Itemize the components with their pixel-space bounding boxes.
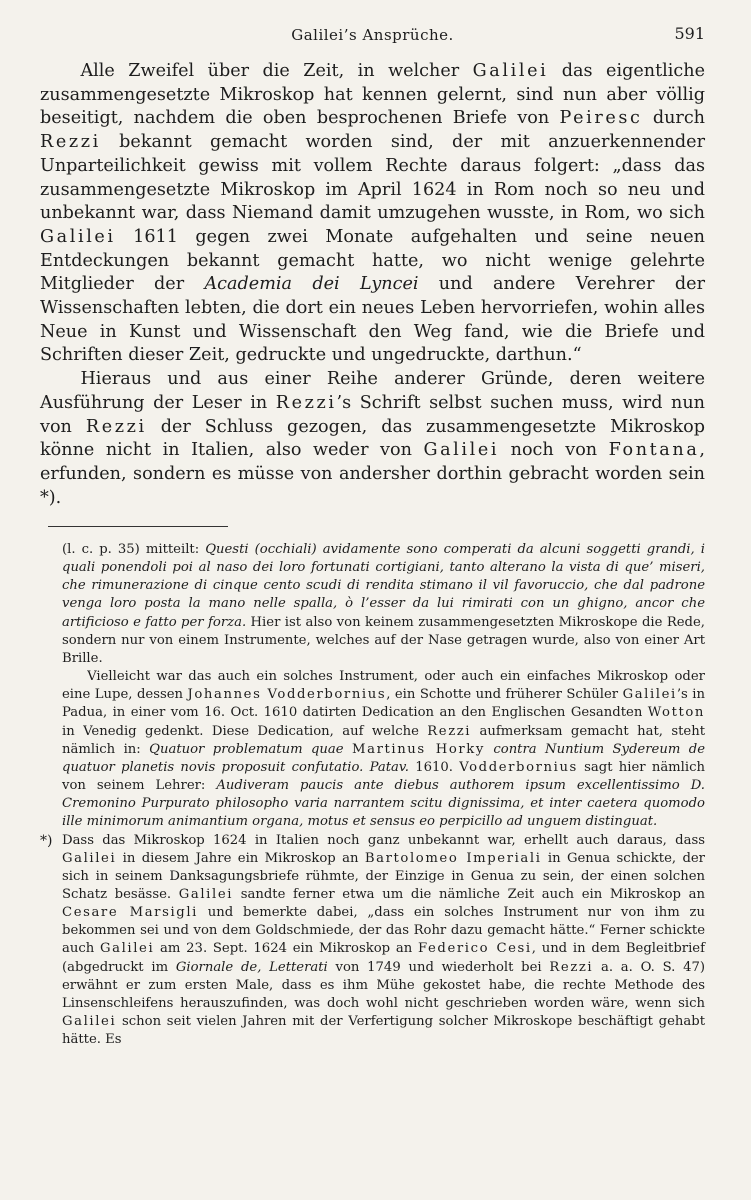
- person-name: Galilei: [472, 61, 549, 81]
- text-run: Hieraus und aus einer Reihe anderer Gründe, deren weitere Ausführung der Leser in: [40, 369, 705, 413]
- person-name: Wotton: [647, 705, 705, 721]
- text-run: durch: [642, 108, 706, 129]
- text-run: Dass das Mikroskop 1624 in Italien noch ganz unbekannt war, erhellt auch daraus, dass: [62, 832, 705, 848]
- text-run: , und in dem Begleitbrief (abgedruckt im: [62, 941, 705, 975]
- paragraph: [40, 368, 705, 510]
- text-run: bekannt gemacht worden sind, der mit anzuerkennender Unparteilichkeit gewiss mit vollem Rechte daraus folgert: „dass das zusammengesetzte Mikroskop im April 1624 in Rom noch so neu und unbekannt war, dass Niemand damit umzugehen wusste, in Rom, wo sich: [40, 132, 705, 224]
- person-name: Fontana: [608, 440, 700, 461]
- paragraph: [40, 60, 705, 368]
- person-name: Galilei: [40, 226, 116, 247]
- footnote-divider: [48, 526, 228, 527]
- footnote-paragraph: [62, 668, 705, 831]
- person-name: Galilei: [178, 886, 234, 902]
- text-run: und andere Verehrer der Wissenschaften lebten, die dort ein neues Leben hervorriefen, wohin alles Neue in Kunst und Wissenschaft den Weg fand, wie die Briefe und Schriften dieser Zeit, gedruckte und ungedruckte, darthun.“: [40, 274, 705, 366]
- text-run: Vielleicht war das auch ein solches Instrument, oder auch ein einfaches Mikroskop oder eine Lupe, dessen: [62, 669, 705, 703]
- italic-text: Questi (occhiali) avidamente sono comperati da alcuni soggetti grandi, i quali ponendoli poi al naso dei loro fortunati cortigiani, tanto alterano la vista di que’ miseri, che rimunerazione di cinque cento scudi di rendita stimano il vil favoruccio, che dal padrone venga loro posta la mano nelle spalla, ò l’esser da lui rimirati con un ghigno, ancor che artificioso e fatto per forza.: [62, 542, 705, 630]
- footnote-asterisk: [40, 832, 706, 1050]
- person-name: Galilei: [62, 1014, 117, 1030]
- italic-text: Quatuor problematum quae: [149, 741, 353, 757]
- footnote-marker: *): [40, 832, 53, 849]
- person-name: Bartolomeo Imperiali: [364, 850, 542, 866]
- page-header: [40, 26, 705, 50]
- person-name: Peiresc: [559, 108, 643, 129]
- italic-text: contra Nuntium Sydereum de quatuor planetis novis proposuit confutatio. Patav.: [62, 741, 705, 775]
- text-run: Hier ist also von keinem zusammengesetzten Mikroskope die Rede, sondern nur von einem Instrumente, welches auf der Nase getragen wurde, also von einer Art Brille.: [62, 614, 705, 666]
- footnotes: [40, 541, 706, 1049]
- text-run: sagt hier nämlich von seinem Lehrer:: [62, 759, 705, 794]
- person-name: Johannes Vodderbornius: [187, 687, 387, 703]
- running-title: Galilei’s Ansprüche.: [291, 26, 454, 44]
- text-run: ’s in Padua, in einer vom 16. Oct. 1610 datirten Dedication an den Englischen Gesandten: [62, 687, 705, 721]
- person-name: Galilei: [423, 440, 500, 461]
- text-run: noch von: [499, 440, 609, 461]
- text-run: ’s Schrift selbst suchen muss, wird nun von: [40, 392, 705, 437]
- person-name: Galilei: [622, 687, 677, 703]
- text-run: 1610.: [408, 759, 460, 775]
- person-name: Federico Cesi: [417, 941, 532, 957]
- person-name: Rezzi: [40, 132, 101, 153]
- text-run: Alle Zweifel über die Zeit, in welcher: [80, 61, 473, 81]
- italic-text: Audiveram paucis ante diebus authorem ipsum excellentissimo D. Cremonino Purpurato philosopho varia narrantem scitu dignissima, et inter caetera quomodo ille minimorum animantium organa, motus et sensus eo perpicillo ad unguem distinguat.: [62, 778, 705, 830]
- text-run: (l. c. p. 35) mitteilt:: [62, 542, 206, 557]
- person-name: Rezzi: [275, 392, 337, 413]
- text-run: in Genua schickte, der sich in seinem Danksagungsbriefe rühmte, der Einzige in Genua zu sein, der einen solchen Schatz besässe.: [62, 850, 705, 902]
- text-run: in diesem Jahre ein Mikroskop an: [116, 850, 365, 866]
- person-name: Cesare Marsigli: [62, 905, 198, 921]
- text-run: und bemerkte dabei, „dass ein solches Instrument nur von ihm zu bekommen sei und von dem Goldschmiede, der das Rohr dazu gemacht hätte.“ Ferner schickte auch: [62, 905, 705, 957]
- italic-text: Giornale de, Letterati: [175, 959, 328, 975]
- person-name: Martinus Horky: [352, 741, 485, 757]
- text-run: sandte ferner etwa um die nämliche Zeit auch ein Mikroskop an: [233, 886, 705, 902]
- person-name: Rezzi: [549, 959, 594, 975]
- text-run: am 23. Sept. 1624 ein Mikroskop an: [154, 941, 418, 957]
- text-run: von 1749 und wiederholt bei: [327, 959, 550, 975]
- page-number: 591: [674, 24, 705, 43]
- text-run: in Venedig gedenkt. Diese Dedication, auf welche: [62, 723, 428, 739]
- italic-text: Academia dei Lyncei: [204, 274, 419, 295]
- person-name: Rezzi: [427, 723, 472, 739]
- person-name: Vodderbornius: [459, 759, 578, 775]
- main-text: [40, 60, 705, 510]
- text-run: aufmerksam gemacht hat, steht nämlich in:: [62, 723, 705, 757]
- footnote-paragraph: [62, 541, 705, 668]
- text-run: 1611 gegen zwei Monate aufgehalten und seine neuen Entdeckungen bekannt gemacht hatte, wo nicht wenige gelehrte Mitglieder der: [40, 226, 705, 295]
- text-run: schon seit vielen Jahren mit der Verfertigung solcher Mikroskope beschäftigt gehabt hätte. Es: [62, 1014, 705, 1048]
- text-run: a. a. O. S. 47) erwähnt er zum ersten Male, dass es ihm Mühe gekostet habe, die rechte Methode des Linsenschleifens herauszufinden, was doch wohl nicht geschrieben worden wäre, wenn sich: [62, 959, 706, 1011]
- person-name: Galilei: [62, 850, 117, 866]
- person-name: Rezzi: [85, 416, 147, 437]
- person-name: Galilei: [100, 941, 155, 957]
- text-run: der Schluss gezogen, das zusammengesetzte Mikroskop könne nicht in Italien, also weder von: [40, 416, 705, 461]
- text-run: , erfunden, sondern es müsse von andersher dorthin gebracht worden sein *).: [40, 440, 706, 508]
- text-run: , ein Schotte und früherer Schüler: [386, 687, 623, 703]
- text-run: das eigentliche zusammengesetzte Mikroskop hat kennen gelernt, sind nun aber völlig beseitigt, nachdem die oben besprochenen Briefe von: [40, 61, 705, 129]
